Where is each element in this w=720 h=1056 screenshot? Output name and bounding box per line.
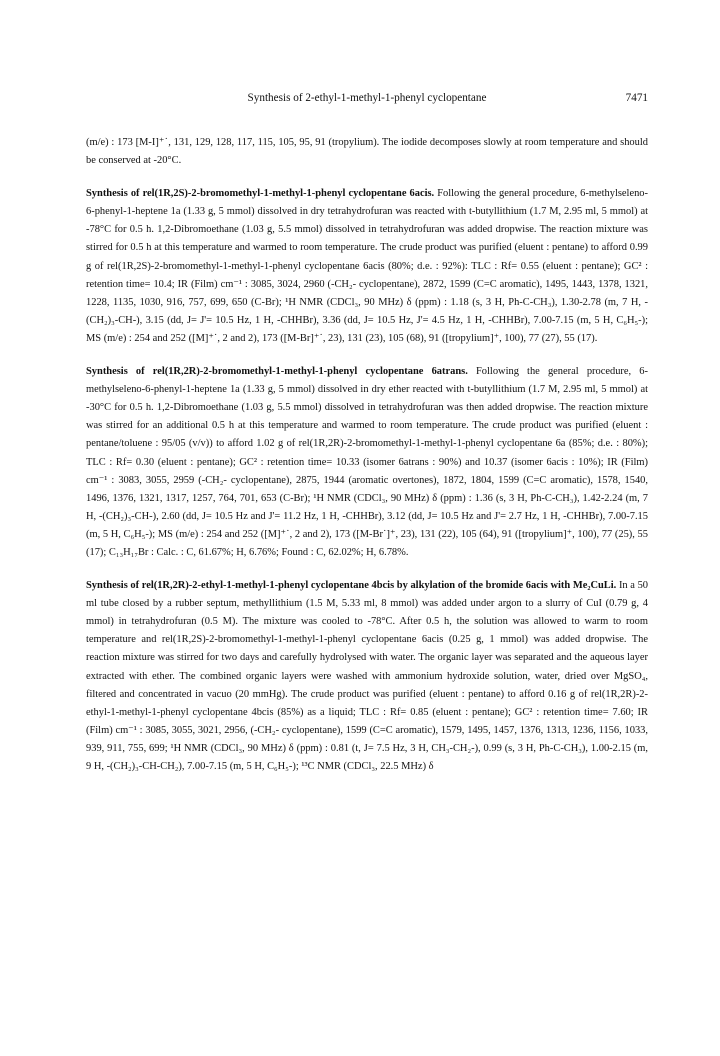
running-header — [86, 92, 648, 112]
section-body: Following the general procedure, 6-methylseleno-6-phenyl-1-heptene 1a (1.33 g, 5 mmol) dissolved in dry tetrahydrofuran was reacted with t-butyllithium (1.7 M, 2.95 ml, 5 mmol) at -78°C for 0.5 h. 1,2-Dibromoethane (1.03 g, 5.5 mmol) dissolved in tetrahydrofuran was added dropwise. The reaction mixture was stirred for 0.5 h at this temperature and warmed to room temperature. The crude product was purified (eluent : pentane) to afford 0.99 g of rel(1R,2S)-2-bromomethyl-1-methyl-1-phenyl cyclopentane 6acis (80%; d.e. : 92%): TLC : Rf= 0.55 (eluent : pentane); GC² : retention time= 10.4; IR (Film) cm⁻¹ : 3085, 3024, 2960 (-CH₂- cyclopentane), 2872, 1599 (C=C aromatic), 1495, 1443, 1378, 1321, 1228, 1135, 1030, 916, 757, 699, 650 (C-Br); ¹H NMR (CDCl₃, 90 MHz) δ (ppm) : 1.18 (s, 3 H, Ph-C-CH₃), 1.30-2.78 (m, 7 H, -(CH₂)₃-CH-), 3.15 (dd, J= J'= 10.5 Hz, 1 H, -CHHBr), 3.36 (dd, J= 10.5 Hz, J'= 4.5 Hz, 1 H, -CHHBr), 7.00-7.15 (m, 5 H, C₆H₅-); MS (m/e) : 254 and 252 ([M]⁺˙, 2 and 2), 173 ([M-Br]⁺˙, 23), 131 (23), 105 (68), 91 ([tropylium]⁺, 100), 77 (27), 55 (17). — [86, 188, 648, 344]
section-heading: Synthesis of rel(1R,2R)-2-ethyl-1-methyl-1-phenyl cyclopentane 4bcis by alkylation of the bromide 6acis with Me₂CuLi. — [86, 580, 617, 592]
running-title: Synthesis of 2-ethyl-1-methyl-1-phenyl cyclopentane — [247, 92, 487, 104]
section-body: Following the general procedure, 6-methylseleno-6-phenyl-1-heptene 1a (1.33 g, 5 mmol) dissolved in dry ether reacted with t-butyllithium (1.7 M, 2.95 ml, 5 mmol) at -30°C for 0.5 h. 1,2-Dibromoethane (1.03 g, 5.5 mmol) dissolved in tetrahydrofuran was then added dropwise. The reaction mixture was stirred for an additional 0.5 h at this temperature and warmed to room temperature. The crude product was purified (eluent : pentane/toluene : 95/05 (v/v)) to afford 1.02 g of rel(1R,2R)-2-bromomethyl-1-methyl-1-phenyl cyclopentane 6a (85%; d.e. : 80%); TLC : Rf= 0.30 (eluent : pentane); GC² : retention time= 10.33 (isomer 6atrans : 90%) and 10.37 (isomer 6acis : 10%); IR (Film) cm⁻¹ : 3083, 3055, 2959 (-CH₂- cyclopentane), 2875, 1944 (aromatic overtones), 1872, 1804, 1599 (C=C aromatic), 1578, 1540, 1496, 1376, 1321, 1317, 1257, 764, 701, 653 (C-Br); ¹H NMR (CDCl₃, 90 MHz) δ (ppm) : 1.36 (s, 3 H, Ph-C-CH₃), 1.42-2.24 (m, 7 H, -(CH₂)₃-CH-), 2.60 (dd, J= 10.5 Hz and J'= 11.2 Hz, 1 H, -CHHBr), 3.12 (dd, J= 10.5 Hz and J'= 2.7 Hz, 1 H, -CHHBr), 7.00-7.15 (m, 5 H, C₆H₅-); MS (m/e) : 254 and 252 ([M]⁺˙, 2 and 2), 173 ([M-Br˙]⁺, 23), 131 (22), 105 (64), 91 ([tropylium]⁺, 100), 77 (25), 55 (17); C₁₃H₁₇Br : Calc. : C, 61.67%; H, 6.76%; Found : C, 62.02%; H, 6.78%. — [86, 366, 648, 558]
section-6atrans — [86, 363, 648, 562]
section-4bcis — [86, 577, 648, 776]
section-6acis — [86, 185, 648, 348]
section-heading: Synthesis of rel(1R,2S)-2-bromomethyl-1-methyl-1-phenyl cyclopentane 6acis. — [86, 188, 435, 200]
section-heading: Synthesis of rel(1R,2R)-2-bromomethyl-1-methyl-1-phenyl cyclopentane 6atrans. — [86, 366, 468, 378]
intro-paragraph: (m/e) : 173 [M-I]⁺˙, 131, 129, 128, 117, 115, 105, 95, 91 (tropylium). The iodide decomposes slowly at room temperature and should be conserved at -20°C. — [86, 137, 648, 167]
section-body: In a 50 ml tube closed by a rubber septum, methyllithium (1.5 M, 5.33 ml, 8 mmol) was added under argon to a slurry of CuI (0.79 g, 4 mmol) in tetrahydrofuran (0.5 M). The mixture was cooled to -78°C. After 0.5 h, the solution was allowed to warm to room temperature and rel(1R,2S)-2-bromomethyl-1-methyl-1-phenyl cyclopentane 6acis (0.25 g, 1 mmol) was added dropwise. The reaction mixture was stirred for two days and carefully hydrolysed with water. The organic layer was separated and the aqueous layer extracted with ether. The combined organic layers were washed with ammonium hydroxide solution, water, dried over MgSO₄, filtered and concentrated in vacuo (20 mmHg). The crude product was purified (eluent : pentane) to afford 0.16 g of rel(1R,2R)-2-ethyl-1-methyl-1-phenyl cyclopentane 4bcis (85%) as a liquid; TLC : Rf= 0.85 (eluent : pentane); GC² : retention time= 7.60; IR (Film) cm⁻¹ : 3085, 3055, 3021, 2956, (-CH₂- cyclopentane), 1599 (C=C aromatic), 1579, 1495, 1457, 1376, 1313, 1236, 1156, 1033, 939, 911, 755, 699; ¹H NMR (CDCl₃, 90 MHz) δ (ppm) : 0.81 (t, J= 7.5 Hz, 3 H, CH₃-CH₂-), 0.99 (s, 3 H, Ph-C-CH₃), 1.00-2.15 (m, 9 H, -(CH₂)₃-CH-CH₂), 7.00-7.15 (m, 5 H, C₆H₅-); ¹³C NMR (CDCl₃, 22.5 MHz) δ — [86, 580, 649, 772]
document-page — [86, 92, 648, 776]
page-number: 7471 — [625, 92, 648, 104]
